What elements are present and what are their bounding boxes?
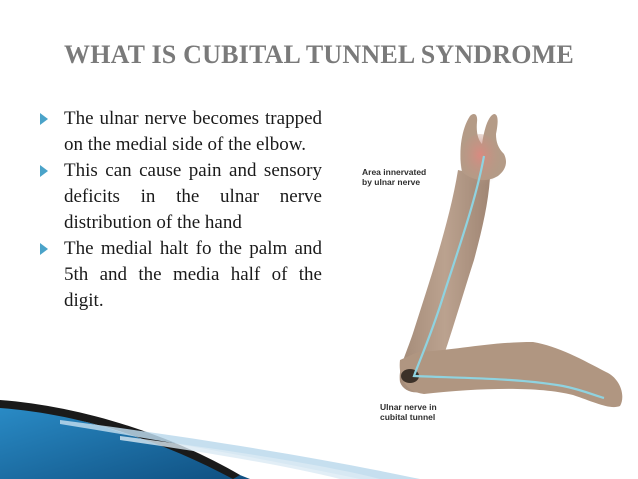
- nerve-location-label-line1: Ulnar nerve in: [380, 402, 437, 412]
- slide-title: WHAT IS CUBITAL TUNNEL SYNDROME: [64, 40, 574, 69]
- bullet-item: [40, 158, 322, 236]
- innervation-label: [362, 167, 452, 187]
- bullet-arrow-icon: [40, 165, 48, 177]
- decorative-swoosh: [0, 390, 638, 479]
- bullet-item: [40, 106, 322, 158]
- bullet-text: The medial halt fo the palm and 5th and the media half of the digit.: [64, 238, 322, 311]
- bullet-item: [40, 236, 322, 314]
- bullet-arrow-icon: [40, 243, 48, 255]
- nerve-location-label-line2: cubital tunnel: [380, 412, 436, 422]
- bullet-text: The ulnar nerve becomes trapped on the medial side of the elbow.: [64, 108, 322, 155]
- bullet-arrow-icon: [40, 113, 48, 125]
- innervation-label-line1: Area innervated: [362, 167, 427, 177]
- bullet-list: [40, 106, 322, 314]
- innervation-label-line2: by ulnar nerve: [362, 177, 421, 187]
- bullet-text: This can cause pain and sensory deficits in the ulnar nerve distribution of the hand: [64, 160, 322, 233]
